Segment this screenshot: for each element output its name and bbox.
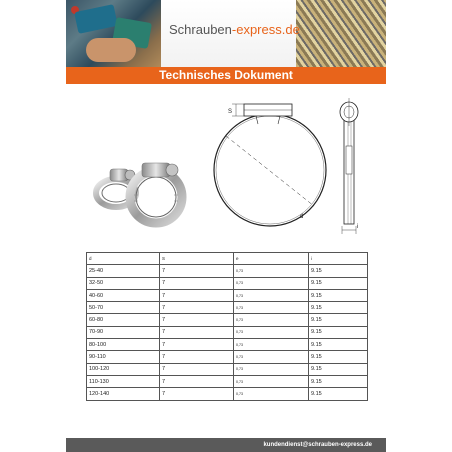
table-header-row	[87, 253, 368, 265]
cell-e: 0,73	[234, 351, 309, 363]
cell-e: 0,73	[234, 375, 309, 387]
cell-d: 32-50	[87, 277, 160, 289]
tools-photo	[66, 0, 161, 67]
cell-s: 7	[160, 289, 234, 301]
table-row	[87, 351, 368, 363]
header-e: e	[234, 253, 309, 265]
cell-d: 25-40	[87, 265, 160, 277]
label-d: d	[300, 214, 304, 220]
header-i: i	[309, 253, 368, 265]
table-row	[87, 302, 368, 314]
cell-d: 120-140	[87, 388, 160, 400]
cell-s: 7	[160, 339, 234, 351]
label-s: S	[228, 109, 233, 115]
cell-d: 80-100	[87, 339, 160, 351]
header-s: S	[160, 253, 234, 265]
cell-i: 9.15	[309, 289, 368, 301]
table-row	[87, 265, 368, 277]
cell-i: 9.15	[309, 363, 368, 375]
cell-d: 70-90	[87, 326, 160, 338]
screws-photo	[296, 0, 386, 67]
table-row	[87, 388, 368, 400]
document-page	[66, 0, 386, 452]
footer-bar	[66, 438, 386, 452]
document-title: Technisches Dokument	[159, 68, 293, 82]
cell-s: 7	[160, 388, 234, 400]
footer-email-link[interactable]: kundendienst@schrauben-express.de	[263, 442, 372, 448]
spec-table	[86, 252, 368, 401]
cell-d: 110-130	[87, 375, 160, 387]
table-row	[87, 339, 368, 351]
cell-i: 9.15	[309, 388, 368, 400]
cell-s: 7	[160, 375, 234, 387]
brand-logo[interactable]	[169, 22, 300, 37]
hose-clamp-photo	[88, 155, 196, 230]
cell-s: 7	[160, 277, 234, 289]
table-row	[87, 277, 368, 289]
header-banner	[66, 0, 386, 67]
cell-s: 7	[160, 302, 234, 314]
technical-drawing	[196, 96, 376, 236]
cell-s: 7	[160, 314, 234, 326]
cell-e: 0,73	[234, 289, 309, 301]
logo-main-text: Schrauben	[169, 22, 232, 37]
cell-e: 0,73	[234, 302, 309, 314]
header-d: d	[87, 253, 160, 265]
table-row	[87, 289, 368, 301]
cell-d: 60-80	[87, 314, 160, 326]
table-row	[87, 363, 368, 375]
cell-s: 7	[160, 363, 234, 375]
cell-e: 0,73	[234, 388, 309, 400]
cell-e: 0,73	[234, 265, 309, 277]
cell-i: 9.15	[309, 339, 368, 351]
cell-i: 9.15	[309, 351, 368, 363]
cell-e: 0,73	[234, 326, 309, 338]
cell-i: 9.15	[309, 314, 368, 326]
cell-i: 9.15	[309, 265, 368, 277]
cell-e: 0,73	[234, 363, 309, 375]
cell-s: 7	[160, 326, 234, 338]
table-row	[87, 314, 368, 326]
cell-i: 9.15	[309, 277, 368, 289]
cell-i: 9.15	[309, 302, 368, 314]
table-row	[87, 375, 368, 387]
cell-e: 0,73	[234, 339, 309, 351]
cell-d: 90-110	[87, 351, 160, 363]
cell-s: 7	[160, 351, 234, 363]
cell-d: 100-120	[87, 363, 160, 375]
cell-i: 9.15	[309, 375, 368, 387]
cell-s: 7	[160, 265, 234, 277]
cell-d: 50-70	[87, 302, 160, 314]
label-i: i	[357, 224, 359, 230]
logo-accent-text: -express.de	[231, 22, 300, 37]
cell-e: 0,73	[234, 314, 309, 326]
cell-e: 0,73	[234, 277, 309, 289]
cell-d: 40-60	[87, 289, 160, 301]
cell-i: 9.15	[309, 326, 368, 338]
table-row	[87, 326, 368, 338]
